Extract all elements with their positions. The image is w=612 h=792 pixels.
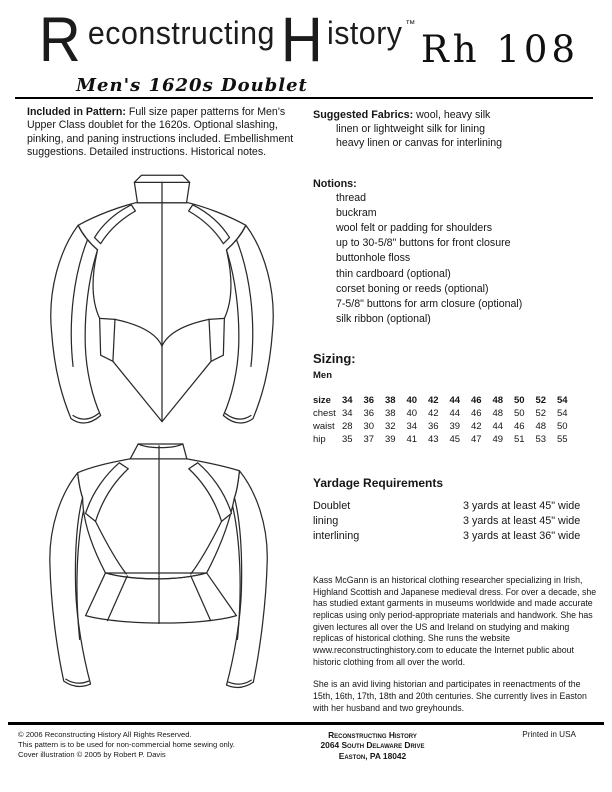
sizing-section (313, 351, 601, 446)
sizing-value: 38 (385, 408, 396, 420)
footer (8, 722, 604, 762)
sizing-value: 51 (514, 434, 525, 446)
sizing-row-label: hip (313, 434, 326, 446)
included-in-pattern (27, 106, 305, 160)
notion-item: up to 30-5/8" buttons for front closure (336, 237, 511, 250)
pattern-number: Rh 108 (420, 28, 579, 71)
publisher-address (290, 730, 455, 762)
yardage-item: Doublet (313, 500, 351, 513)
sizing-value: 46 (471, 395, 482, 407)
included-label: Included in Pattern: (27, 106, 126, 118)
sizing-row-label: waist (313, 421, 335, 433)
copyright-block (18, 730, 320, 762)
sizing-value: 54 (557, 408, 568, 420)
main-content (15, 103, 597, 722)
sizing-value: 48 (535, 421, 547, 433)
notion-item: wool felt or padding for shoulders (336, 222, 493, 235)
sizing-value: 50 (557, 421, 568, 433)
sizing-table-body (313, 394, 579, 446)
notions-list (313, 191, 601, 327)
yardage-rows (313, 499, 601, 544)
sizing-value: 50 (514, 408, 525, 420)
notion-item: thin cardboard (optional) (336, 267, 451, 280)
right-column (307, 103, 601, 722)
suggested-fabrics-section (313, 108, 601, 151)
sizing-value: 44 (492, 421, 504, 433)
doublet-front-illustration (29, 166, 295, 438)
address-line: Reconstructing History (328, 729, 417, 740)
trademark-symbol: ™ (405, 19, 416, 30)
included-text: Full size paper patterns for Men's Upper Class doublet for the 1620s. Optional slashing, pinking, and paning instructions included. Embellishment suggestions. Detailed instructions. Historical notes. (27, 106, 294, 159)
brand-logo (37, 5, 416, 75)
sizing-value: 39 (385, 434, 396, 446)
sizing-row-label: size (313, 395, 331, 407)
copyright-line: Cover illustration © 2005 by Robert P. Davis (18, 749, 166, 759)
notions-section (313, 178, 601, 327)
sizing-value: 34 (342, 395, 353, 407)
sizing-label: Sizing: (313, 351, 356, 367)
sizing-value: 36 (363, 395, 375, 407)
notion-item: 7-5/8" buttons for arm closure (optional) (336, 297, 523, 310)
header (15, 5, 597, 98)
designer-bio (313, 575, 601, 715)
sizing-row (313, 407, 579, 420)
sizing-value: 36 (428, 421, 439, 433)
yardage-amount: 3 yards at least 36" wide (463, 529, 581, 542)
sizing-value: 28 (342, 421, 353, 433)
sizing-value: 46 (471, 408, 482, 420)
sizing-value: 40 (406, 408, 418, 420)
yardage-amount: 3 yards at least 45" wide (463, 500, 581, 513)
logo-text-istory: istory (326, 15, 403, 51)
notions-label: Notions: (313, 177, 357, 190)
yardage-row (313, 529, 601, 544)
yardage-row (313, 499, 601, 514)
sizing-value: 48 (492, 395, 504, 407)
sizing-value: 49 (492, 434, 504, 446)
sizing-value: 53 (535, 434, 547, 446)
fabric-line: heavy linen or canvas for interlining (336, 136, 503, 149)
sizing-value: 30 (363, 421, 375, 433)
sizing-row (313, 420, 579, 433)
sizing-header-row (313, 394, 579, 407)
sizing-value: 44 (449, 395, 461, 407)
logo-text-econstructing: econstructing (87, 15, 275, 51)
sizing-value: 41 (406, 434, 418, 446)
footer-row (8, 730, 604, 762)
suggested-fabrics-first: wool, heavy silk (416, 109, 491, 121)
yardage-item: lining (313, 515, 339, 528)
copyright-line: This pattern is to be used for non-commercial home sewing only. (18, 739, 235, 749)
sizing-value: 44 (449, 408, 461, 420)
sizing-value: 35 (342, 434, 353, 446)
sizing-value: 32 (385, 421, 396, 433)
sizing-value: 40 (406, 395, 418, 407)
bio-paragraph-1: Kass McGann is an historical clothing researcher specializing in Irish, Highland Scottish and Japanese medieval dress. For over a decade, she has studied extant garments in museums worldwide and made accurate replicas using only period-appropriate materials and handwork. She has given lectures all over the US and Ireland on studying and making replicas of historical clothing. She runs the website www.reconstructinghistory.com to educate the Internet public about historic clothing from all over the world. (313, 574, 597, 667)
yardage-amount: 3 yards at least 45" wide (463, 515, 581, 528)
sizing-value: 54 (557, 395, 568, 407)
left-column (15, 103, 307, 722)
notion-item: buttonhole floss (336, 252, 411, 265)
sizing-value: 42 (471, 421, 482, 433)
sizing-value: 34 (406, 421, 418, 433)
yardage-row (313, 514, 601, 529)
pattern-title: Men's 1620s Doublet (76, 75, 308, 96)
copyright-line: © 2006 Reconstructing History All Rights Reserved. (18, 729, 192, 739)
sizing-value: 38 (385, 395, 396, 407)
sizing-value: 52 (535, 395, 547, 407)
sizing-value: 52 (535, 408, 547, 420)
suggested-fabrics-label: Suggested Fabrics: (313, 109, 414, 121)
logo-letter-h: H (281, 5, 324, 75)
footer-divider (8, 722, 604, 725)
sizing-value: 34 (342, 408, 353, 420)
yardage-item: interlining (313, 529, 360, 542)
notion-item: thread (336, 191, 367, 204)
sizing-value: 45 (449, 434, 461, 446)
printed-in-usa: Printed in USA (522, 729, 576, 739)
notion-item: buckram (336, 207, 377, 220)
yardage-section (313, 476, 601, 544)
sizing-row (313, 433, 579, 446)
sizing-value: 39 (449, 421, 461, 433)
logo-letter-r: R (38, 5, 81, 75)
sizing-table (313, 394, 579, 446)
sizing-value: 46 (514, 421, 525, 433)
address-line: Easton, PA 18042 (338, 751, 407, 761)
sizing-value: 43 (428, 434, 439, 446)
sizing-group: Men (313, 370, 332, 382)
sizing-value: 47 (471, 434, 482, 446)
fabric-line: linen or lightweight silk for lining (336, 122, 485, 135)
notion-item: corset boning or reeds (optional) (336, 282, 489, 295)
sizing-value: 42 (428, 395, 439, 407)
sizing-value: 42 (428, 408, 439, 420)
sizing-row-label: chest (313, 408, 336, 420)
sizing-value: 37 (363, 434, 375, 446)
sizing-value: 48 (492, 408, 504, 420)
sizing-value: 55 (557, 434, 568, 446)
address-line: 2064 South Delaware Drive (320, 740, 425, 751)
yardage-label: Yardage Requirements (313, 476, 444, 491)
suggested-fabrics-line (313, 108, 601, 123)
doublet-back-illustration (19, 436, 307, 696)
bio-paragraph-2: She is an avid living historian and participates in reenactments of the 15th, 16th, 17th, 18th and 20th centuries. She currently lives in Easton with her husband and two greyhounds. (313, 679, 587, 713)
header-divider (15, 97, 593, 99)
notion-item: silk ribbon (optional) (336, 313, 431, 326)
suggested-fabrics-list (313, 123, 601, 151)
sizing-value: 50 (514, 395, 525, 407)
sizing-value: 36 (363, 408, 375, 420)
